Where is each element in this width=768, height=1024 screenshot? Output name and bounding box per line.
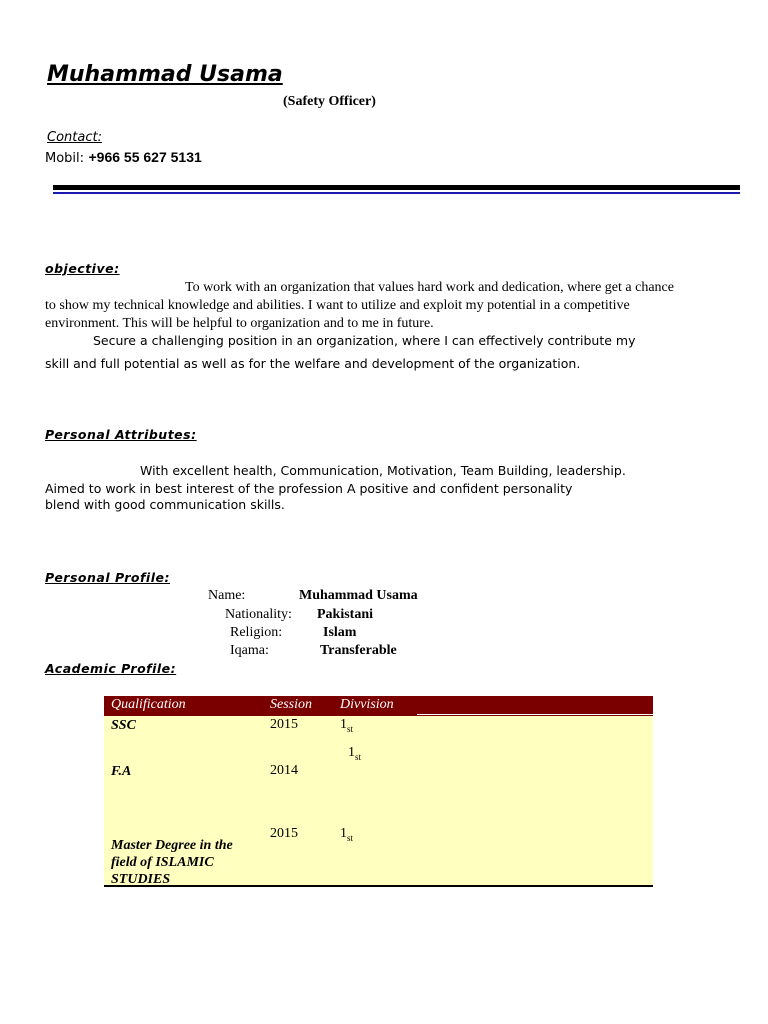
mobile-label: Mobil:	[45, 151, 85, 166]
attributes-line: Aimed to work in best interest of the profession A positive and confident personality	[45, 481, 573, 496]
objective-line: To work with an organization that values hard work and dedication, where get a chance	[185, 280, 674, 295]
qualification-cell-line: field of ISLAMIC	[111, 855, 214, 870]
division-cell: $1_{st}$	[348, 745, 362, 762]
column-header-session: Session	[270, 697, 312, 712]
objective-heading: objective:	[45, 261, 120, 276]
academic-table-bottom-rule	[104, 885, 653, 887]
profile-label-iqama: Iqama:	[230, 643, 269, 658]
column-header-qualification: Qualification	[111, 697, 186, 712]
attributes-line: With excellent health, Communication, Motivation, Team Building, leadership.	[140, 463, 626, 478]
header-rule-thick	[53, 185, 740, 190]
qualification-cell: Master Degree in the	[111, 838, 233, 853]
objective-line: to show my technical knowledge and abilities. I want to utilize and exploit my potential in a competitive	[45, 298, 630, 313]
profile-label-nationality: Nationality:	[225, 607, 292, 622]
mobile-number: +966 55 627 5131	[88, 149, 202, 165]
academic-header-rule	[417, 714, 653, 715]
objective-line: environment. This will be helpful to organization and to me in future.	[45, 316, 434, 331]
profile-value-iqama: Transferable	[320, 643, 397, 658]
profile-value-name: Muhammad Usama	[299, 588, 418, 603]
profile-label-name: Name:	[208, 588, 246, 603]
profile-heading: Personal Profile:	[45, 570, 170, 585]
qualification-cell: F.A	[111, 764, 132, 779]
session-cell: 2015	[270, 826, 298, 841]
objective-line: Secure a challenging position in an organization, where I can effectively contribute my	[93, 333, 636, 348]
attributes-heading: Personal Attributes:	[45, 427, 197, 442]
academic-table	[104, 696, 653, 888]
division-cell: $1_{st}$	[340, 717, 354, 734]
division-cell: $1_{st}$	[340, 826, 354, 843]
header-rule-thin	[53, 192, 740, 194]
session-cell: 2014	[270, 763, 298, 778]
contact-label: Contact:	[47, 130, 102, 145]
objective-line: skill and full potential as well as for the welfare and development of the organization.	[45, 356, 581, 371]
profile-label-religion: Religion:	[230, 625, 283, 640]
academic-heading: Academic Profile:	[45, 661, 177, 676]
profile-value-nationality: Pakistani	[317, 607, 374, 622]
qualification-cell: SSC	[111, 718, 136, 733]
mobile-line	[45, 149, 202, 166]
column-header-division: Divvision	[340, 697, 394, 712]
profile-value-religion: Islam	[323, 625, 357, 640]
resume-name: Muhammad Usama	[47, 62, 283, 87]
qualification-cell-line: STUDIES	[111, 872, 171, 887]
attributes-line: blend with good communication skills.	[45, 497, 285, 512]
session-cell: 2015	[270, 717, 298, 732]
job-title: (Safety Officer)	[283, 94, 376, 109]
